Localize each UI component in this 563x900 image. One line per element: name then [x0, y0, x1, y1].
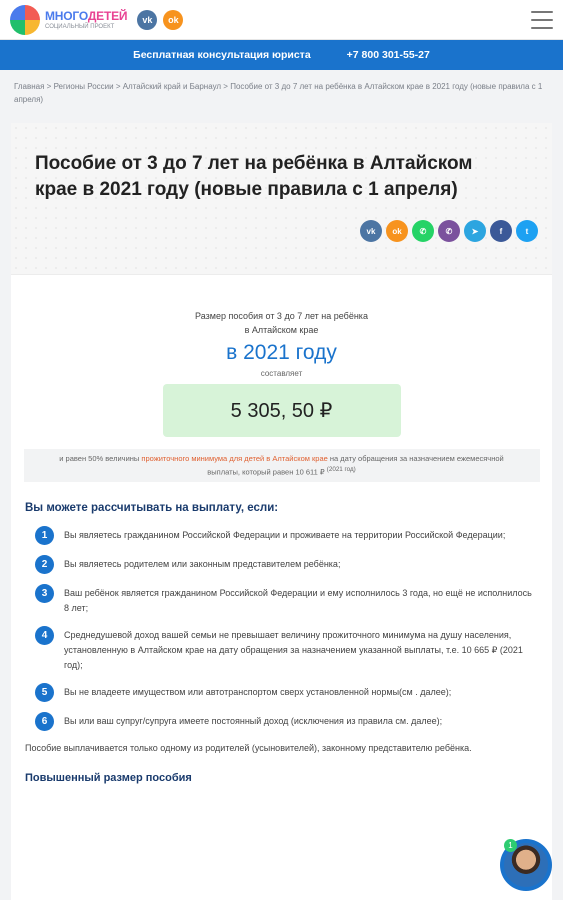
- share-bar: [360, 220, 538, 242]
- list-item: 2 Вы являетесь родителем или законным представителем ребёнка;: [25, 555, 538, 574]
- eligibility-section: [11, 502, 552, 784]
- share-ok-icon[interactable]: ok: [386, 220, 408, 242]
- site-logo[interactable]: МНОГОДЕТЕЙ СОЦИАЛЬНЫЙ ПРОЕКТ: [10, 5, 127, 35]
- logo-icon: [10, 5, 40, 35]
- vk-icon[interactable]: vk: [137, 10, 157, 30]
- subsistence-minimum-link[interactable]: прожиточного минимума для детей в Алтайском крае: [141, 454, 328, 463]
- next-section-heading: Повышенный размер пособия: [25, 771, 192, 784]
- list-item: 1 Вы являетесь гражданином Российской Федерации и проживаете на территории Российской Федерации;: [25, 526, 538, 545]
- list-item: 5 Вы не владеете имуществом или автотранспортом сверх установленной нормы(см . далее);: [25, 683, 538, 702]
- page-title: Пособие от 3 до 7 лет на ребёнка в Алтайском крае в 2021 году (новые правила с 1 апреля): [35, 153, 473, 200]
- share-twitter-icon[interactable]: t: [516, 220, 538, 242]
- chat-badge: 1: [504, 839, 517, 852]
- share-facebook-icon[interactable]: f: [490, 220, 512, 242]
- benefit-amount: 5 305, 50 ₽: [163, 384, 401, 437]
- share-whatsapp-icon[interactable]: ✆: [412, 220, 434, 242]
- section-heading: Вы можете рассчитывать на выплату, если:: [25, 501, 279, 514]
- share-viber-icon[interactable]: ✆: [438, 220, 460, 242]
- list-item: 6 Вы или ваш супруг/супруга имеете постоянный доход (исключения из правила см. далее);: [25, 712, 538, 731]
- top-header: [0, 0, 563, 40]
- article-hero: [11, 123, 552, 275]
- benefit-note: и равен 50% величины прожиточного минимума для детей в Алтайском крае на дату обращения за назначением ежемесячной выплаты, который равен 10 611 ₽ $^{(2021 год)}$: [24, 449, 540, 482]
- article-card: [11, 123, 552, 900]
- phone-link[interactable]: +7 800 301-55-27: [346, 49, 430, 61]
- list-item: 4 Среднедушевой доход вашей семьи не превышает величину прожиточного минимума на душу населения, установленную в Алтайском крае на дату обращения за назначением указанной выплаты, т.е. 10 665 ₽ (2021 год);: [25, 626, 538, 673]
- share-telegram-icon[interactable]: ➤: [464, 220, 486, 242]
- ok-icon[interactable]: ok: [163, 10, 183, 30]
- consult-bar: [0, 40, 563, 70]
- eligibility-note: Пособие выплачивается только одному из родителей (усыновителей), законному представителю ребёнка.: [25, 742, 472, 753]
- list-item: 3 Ваш ребёнок является гражданином Российской Федерации и ему исполнилось 3 года, но ещё не исполнилось 8 лет;: [25, 584, 538, 616]
- benefit-year: в 2021 году: [226, 341, 337, 364]
- share-vk-icon[interactable]: vk: [360, 220, 382, 242]
- benefit-calculator: Размер пособия от 3 до 7 лет на ребёнка в Алтайском крае в 2021 году составляет 5 305, 50 ₽: [11, 275, 552, 437]
- chat-widget-button[interactable]: [500, 839, 552, 891]
- hamburger-icon[interactable]: [531, 11, 553, 29]
- consult-link[interactable]: Бесплатная консультация юриста: [133, 49, 311, 61]
- breadcrumb[interactable]: Главная > Регионы России > Алтайский край и Барнаул > Пособие от 3 до 7 лет на ребёнка в Алтайском крае в 2021 году (новые правила с 1 апреля): [14, 82, 543, 104]
